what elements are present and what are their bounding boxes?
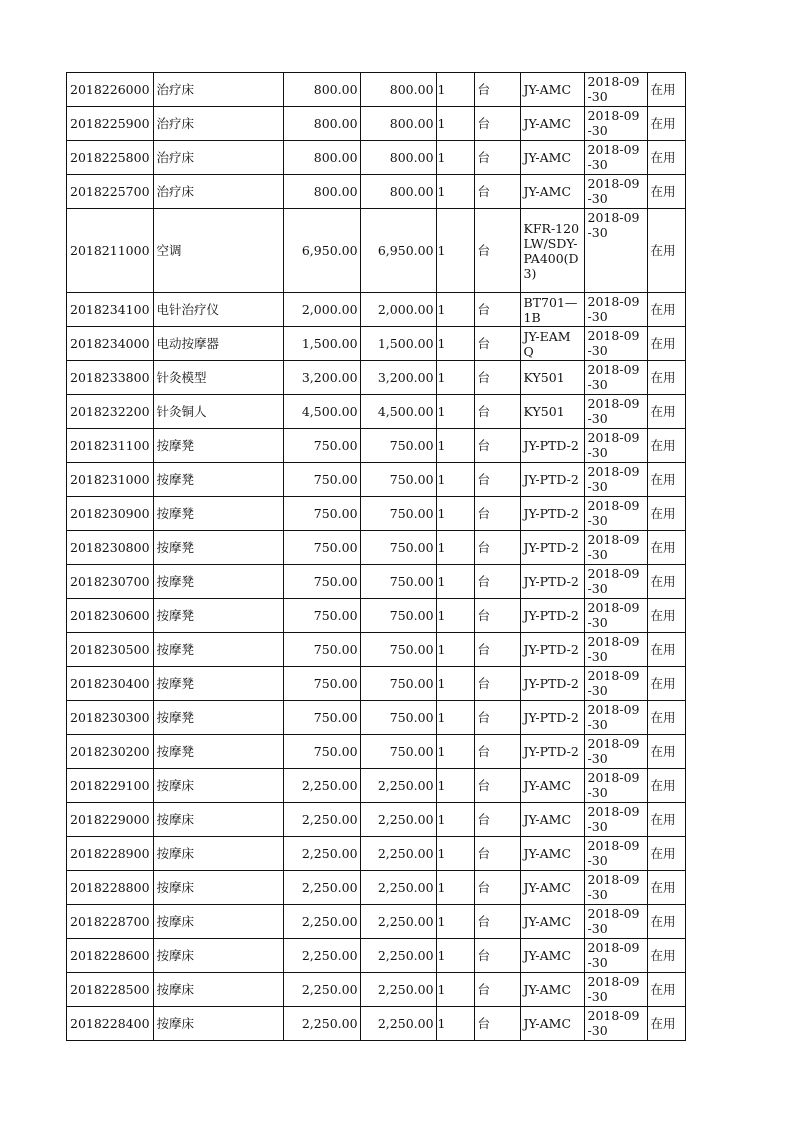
asset-name-cell: 按摩凳 xyxy=(153,429,283,463)
table-row xyxy=(67,141,686,175)
asset-id-cell: 2018230600 xyxy=(67,599,154,633)
date-cell: 2018-09-30 xyxy=(584,973,647,1007)
unit-price-cell: 1,500.00 xyxy=(283,327,360,361)
table-row xyxy=(67,107,686,141)
unit-cell: 台 xyxy=(474,565,520,599)
table-row xyxy=(67,361,686,395)
unit-price-cell: 750.00 xyxy=(283,531,360,565)
model-cell: JY-AMC xyxy=(520,939,584,973)
asset-name-cell: 电动按摩器 xyxy=(153,327,283,361)
amount-cell: 800.00 xyxy=(360,107,436,141)
date-cell: 2018-09-30 xyxy=(584,905,647,939)
amount-cell: 4,500.00 xyxy=(360,395,436,429)
status-cell: 在用 xyxy=(647,293,685,327)
status-cell: 在用 xyxy=(647,175,685,209)
asset-id-cell: 2018211000 xyxy=(67,209,154,293)
date-cell: 2018-09-30 xyxy=(584,531,647,565)
asset-name-cell: 针灸模型 xyxy=(153,361,283,395)
asset-id-cell: 2018232200 xyxy=(67,395,154,429)
model-cell: KFR-120LW/SDY-PA400(D3) xyxy=(520,209,584,293)
asset-name-cell: 按摩凳 xyxy=(153,531,283,565)
model-cell: JY-AMC xyxy=(520,1007,584,1041)
amount-cell: 2,250.00 xyxy=(360,803,436,837)
table-row xyxy=(67,429,686,463)
unit-cell: 台 xyxy=(474,769,520,803)
table-row xyxy=(67,837,686,871)
date-cell: 2018-09-30 xyxy=(584,1007,647,1041)
asset-name-cell: 按摩凳 xyxy=(153,463,283,497)
unit-cell: 台 xyxy=(474,293,520,327)
asset-id-cell: 2018225700 xyxy=(67,175,154,209)
unit-cell: 台 xyxy=(474,327,520,361)
asset-name-cell: 治疗床 xyxy=(153,175,283,209)
model-cell: JY-AMC xyxy=(520,769,584,803)
quantity-cell: 1 xyxy=(436,565,474,599)
asset-name-cell: 电针治疗仪 xyxy=(153,293,283,327)
table-row xyxy=(67,803,686,837)
unit-price-cell: 800.00 xyxy=(283,107,360,141)
unit-cell: 台 xyxy=(474,73,520,107)
unit-price-cell: 2,250.00 xyxy=(283,905,360,939)
unit-cell: 台 xyxy=(474,735,520,769)
table-row xyxy=(67,497,686,531)
model-cell: JY-PTD-2 xyxy=(520,429,584,463)
date-cell: 2018-09-30 xyxy=(584,735,647,769)
asset-name-cell: 针灸铜人 xyxy=(153,395,283,429)
asset-name-cell: 按摩床 xyxy=(153,905,283,939)
model-cell: JY-PTD-2 xyxy=(520,497,584,531)
status-cell: 在用 xyxy=(647,939,685,973)
quantity-cell: 1 xyxy=(436,973,474,1007)
status-cell: 在用 xyxy=(647,599,685,633)
model-cell: JY-AMC xyxy=(520,73,584,107)
asset-name-cell: 按摩床 xyxy=(153,973,283,1007)
unit-cell: 台 xyxy=(474,175,520,209)
asset-id-cell: 2018230900 xyxy=(67,497,154,531)
asset-id-cell: 2018228600 xyxy=(67,939,154,973)
quantity-cell: 1 xyxy=(436,107,474,141)
model-cell: JY-EAMQ xyxy=(520,327,584,361)
date-cell: 2018-09-30 xyxy=(584,141,647,175)
unit-cell: 台 xyxy=(474,361,520,395)
asset-name-cell: 按摩床 xyxy=(153,837,283,871)
amount-cell: 750.00 xyxy=(360,565,436,599)
quantity-cell: 1 xyxy=(436,209,474,293)
amount-cell: 750.00 xyxy=(360,531,436,565)
asset-name-cell: 按摩床 xyxy=(153,871,283,905)
unit-cell: 台 xyxy=(474,599,520,633)
amount-cell: 1,500.00 xyxy=(360,327,436,361)
date-cell: 2018-09-30 xyxy=(584,107,647,141)
amount-cell: 800.00 xyxy=(360,141,436,175)
quantity-cell: 1 xyxy=(436,837,474,871)
model-cell: JY-AMC xyxy=(520,973,584,1007)
unit-cell: 台 xyxy=(474,463,520,497)
date-cell: 2018-09-30 xyxy=(584,769,647,803)
table-row xyxy=(67,633,686,667)
date-cell: 2018-09-30 xyxy=(584,175,647,209)
unit-price-cell: 6,950.00 xyxy=(283,209,360,293)
unit-price-cell: 800.00 xyxy=(283,141,360,175)
asset-name-cell: 按摩凳 xyxy=(153,667,283,701)
asset-id-cell: 2018233800 xyxy=(67,361,154,395)
quantity-cell: 1 xyxy=(436,667,474,701)
asset-name-cell: 治疗床 xyxy=(153,141,283,175)
quantity-cell: 1 xyxy=(436,361,474,395)
quantity-cell: 1 xyxy=(436,327,474,361)
asset-id-cell: 2018230500 xyxy=(67,633,154,667)
unit-price-cell: 750.00 xyxy=(283,599,360,633)
status-cell: 在用 xyxy=(647,141,685,175)
unit-price-cell: 750.00 xyxy=(283,701,360,735)
unit-cell: 台 xyxy=(474,497,520,531)
status-cell: 在用 xyxy=(647,1007,685,1041)
unit-cell: 台 xyxy=(474,633,520,667)
unit-price-cell: 2,250.00 xyxy=(283,837,360,871)
quantity-cell: 1 xyxy=(436,599,474,633)
quantity-cell: 1 xyxy=(436,429,474,463)
status-cell: 在用 xyxy=(647,803,685,837)
quantity-cell: 1 xyxy=(436,1007,474,1041)
asset-id-cell: 2018228800 xyxy=(67,871,154,905)
unit-price-cell: 750.00 xyxy=(283,429,360,463)
amount-cell: 750.00 xyxy=(360,497,436,531)
amount-cell: 2,250.00 xyxy=(360,769,436,803)
unit-price-cell: 750.00 xyxy=(283,667,360,701)
status-cell: 在用 xyxy=(647,361,685,395)
model-cell: JY-PTD-2 xyxy=(520,667,584,701)
table-row xyxy=(67,565,686,599)
amount-cell: 2,250.00 xyxy=(360,1007,436,1041)
model-cell: JY-AMC xyxy=(520,837,584,871)
unit-price-cell: 750.00 xyxy=(283,497,360,531)
asset-id-cell: 2018225900 xyxy=(67,107,154,141)
unit-cell: 台 xyxy=(474,429,520,463)
amount-cell: 2,250.00 xyxy=(360,905,436,939)
model-cell: BT701—1B xyxy=(520,293,584,327)
date-cell: 2018-09-30 xyxy=(584,701,647,735)
table-row xyxy=(67,1007,686,1041)
asset-id-cell: 2018230400 xyxy=(67,667,154,701)
asset-id-cell: 2018230700 xyxy=(67,565,154,599)
asset-name-cell: 按摩凳 xyxy=(153,599,283,633)
unit-cell: 台 xyxy=(474,939,520,973)
asset-name-cell: 空调 xyxy=(153,209,283,293)
amount-cell: 750.00 xyxy=(360,735,436,769)
quantity-cell: 1 xyxy=(436,293,474,327)
unit-cell: 台 xyxy=(474,667,520,701)
quantity-cell: 1 xyxy=(436,141,474,175)
model-cell: JY-AMC xyxy=(520,871,584,905)
amount-cell: 2,250.00 xyxy=(360,837,436,871)
unit-price-cell: 2,250.00 xyxy=(283,973,360,1007)
quantity-cell: 1 xyxy=(436,395,474,429)
asset-name-cell: 按摩凳 xyxy=(153,497,283,531)
table-row xyxy=(67,175,686,209)
table-row xyxy=(67,973,686,1007)
status-cell: 在用 xyxy=(647,209,685,293)
unit-cell: 台 xyxy=(474,837,520,871)
asset-id-cell: 2018234100 xyxy=(67,293,154,327)
asset-table xyxy=(66,72,686,1041)
model-cell: JY-PTD-2 xyxy=(520,463,584,497)
model-cell: KY501 xyxy=(520,395,584,429)
amount-cell: 750.00 xyxy=(360,599,436,633)
amount-cell: 750.00 xyxy=(360,463,436,497)
date-cell: 2018-09-30 xyxy=(584,293,647,327)
table-row xyxy=(67,667,686,701)
date-cell: 2018-09-30 xyxy=(584,463,647,497)
asset-id-cell: 2018234000 xyxy=(67,327,154,361)
asset-id-cell: 2018231000 xyxy=(67,463,154,497)
model-cell: JY-PTD-2 xyxy=(520,599,584,633)
model-cell: JY-AMC xyxy=(520,905,584,939)
status-cell: 在用 xyxy=(647,973,685,1007)
unit-cell: 台 xyxy=(474,395,520,429)
asset-id-cell: 2018230300 xyxy=(67,701,154,735)
model-cell: JY-PTD-2 xyxy=(520,633,584,667)
asset-name-cell: 按摩凳 xyxy=(153,633,283,667)
unit-cell: 台 xyxy=(474,871,520,905)
date-cell: 2018-09-30 xyxy=(584,803,647,837)
amount-cell: 6,950.00 xyxy=(360,209,436,293)
asset-id-cell: 2018230200 xyxy=(67,735,154,769)
model-cell: JY-PTD-2 xyxy=(520,531,584,565)
table-row xyxy=(67,939,686,973)
unit-price-cell: 2,000.00 xyxy=(283,293,360,327)
status-cell: 在用 xyxy=(647,463,685,497)
amount-cell: 750.00 xyxy=(360,633,436,667)
model-cell: JY-AMC xyxy=(520,175,584,209)
asset-id-cell: 2018231100 xyxy=(67,429,154,463)
date-cell: 2018-09-30 xyxy=(584,327,647,361)
unit-cell: 台 xyxy=(474,107,520,141)
status-cell: 在用 xyxy=(647,769,685,803)
status-cell: 在用 xyxy=(647,905,685,939)
status-cell: 在用 xyxy=(647,667,685,701)
status-cell: 在用 xyxy=(647,395,685,429)
unit-cell: 台 xyxy=(474,905,520,939)
unit-price-cell: 800.00 xyxy=(283,175,360,209)
unit-cell: 台 xyxy=(474,209,520,293)
unit-price-cell: 4,500.00 xyxy=(283,395,360,429)
table-row xyxy=(67,395,686,429)
asset-name-cell: 按摩床 xyxy=(153,803,283,837)
status-cell: 在用 xyxy=(647,429,685,463)
date-cell: 2018-09-30 xyxy=(584,633,647,667)
date-cell: 2018-09-30 xyxy=(584,667,647,701)
quantity-cell: 1 xyxy=(436,73,474,107)
status-cell: 在用 xyxy=(647,531,685,565)
asset-name-cell: 治疗床 xyxy=(153,73,283,107)
amount-cell: 750.00 xyxy=(360,429,436,463)
date-cell: 2018-09-30 xyxy=(584,395,647,429)
status-cell: 在用 xyxy=(647,735,685,769)
date-cell: 2018-09-30 xyxy=(584,361,647,395)
model-cell: JY-PTD-2 xyxy=(520,565,584,599)
table-row xyxy=(67,701,686,735)
amount-cell: 750.00 xyxy=(360,701,436,735)
model-cell: KY501 xyxy=(520,361,584,395)
asset-id-cell: 2018228400 xyxy=(67,1007,154,1041)
table-row xyxy=(67,293,686,327)
unit-price-cell: 2,250.00 xyxy=(283,871,360,905)
quantity-cell: 1 xyxy=(436,803,474,837)
unit-price-cell: 800.00 xyxy=(283,73,360,107)
status-cell: 在用 xyxy=(647,633,685,667)
unit-price-cell: 2,250.00 xyxy=(283,1007,360,1041)
date-cell: 2018-09-30 xyxy=(584,429,647,463)
asset-name-cell: 按摩凳 xyxy=(153,565,283,599)
quantity-cell: 1 xyxy=(436,463,474,497)
unit-price-cell: 2,250.00 xyxy=(283,769,360,803)
unit-cell: 台 xyxy=(474,973,520,1007)
quantity-cell: 1 xyxy=(436,531,474,565)
unit-price-cell: 2,250.00 xyxy=(283,939,360,973)
asset-name-cell: 按摩凳 xyxy=(153,735,283,769)
date-cell: 2018-09-30 xyxy=(584,871,647,905)
model-cell: JY-AMC xyxy=(520,107,584,141)
table-row xyxy=(67,73,686,107)
amount-cell: 2,000.00 xyxy=(360,293,436,327)
unit-cell: 台 xyxy=(474,701,520,735)
table-row xyxy=(67,769,686,803)
unit-price-cell: 3,200.00 xyxy=(283,361,360,395)
status-cell: 在用 xyxy=(647,871,685,905)
asset-id-cell: 2018225800 xyxy=(67,141,154,175)
status-cell: 在用 xyxy=(647,565,685,599)
unit-cell: 台 xyxy=(474,141,520,175)
table-row xyxy=(67,209,686,293)
asset-id-cell: 2018229100 xyxy=(67,769,154,803)
amount-cell: 2,250.00 xyxy=(360,871,436,905)
asset-id-cell: 2018228700 xyxy=(67,905,154,939)
amount-cell: 2,250.00 xyxy=(360,939,436,973)
status-cell: 在用 xyxy=(647,497,685,531)
amount-cell: 2,250.00 xyxy=(360,973,436,1007)
asset-name-cell: 按摩床 xyxy=(153,1007,283,1041)
asset-id-cell: 2018230800 xyxy=(67,531,154,565)
unit-price-cell: 750.00 xyxy=(283,463,360,497)
unit-price-cell: 750.00 xyxy=(283,565,360,599)
asset-name-cell: 按摩凳 xyxy=(153,701,283,735)
amount-cell: 800.00 xyxy=(360,73,436,107)
status-cell: 在用 xyxy=(647,327,685,361)
asset-id-cell: 2018228900 xyxy=(67,837,154,871)
date-cell: 2018-09-30 xyxy=(584,939,647,973)
asset-id-cell: 2018226000 xyxy=(67,73,154,107)
date-cell: 2018-09-30 xyxy=(584,209,647,293)
unit-cell: 台 xyxy=(474,1007,520,1041)
table-row xyxy=(67,531,686,565)
status-cell: 在用 xyxy=(647,701,685,735)
quantity-cell: 1 xyxy=(436,497,474,531)
unit-cell: 台 xyxy=(474,531,520,565)
asset-name-cell: 按摩床 xyxy=(153,769,283,803)
model-cell: JY-PTD-2 xyxy=(520,701,584,735)
model-cell: JY-PTD-2 xyxy=(520,735,584,769)
asset-id-cell: 2018229000 xyxy=(67,803,154,837)
quantity-cell: 1 xyxy=(436,939,474,973)
status-cell: 在用 xyxy=(647,107,685,141)
quantity-cell: 1 xyxy=(436,735,474,769)
date-cell: 2018-09-30 xyxy=(584,837,647,871)
amount-cell: 3,200.00 xyxy=(360,361,436,395)
table-row xyxy=(67,905,686,939)
asset-id-cell: 2018228500 xyxy=(67,973,154,1007)
model-cell: JY-AMC xyxy=(520,803,584,837)
quantity-cell: 1 xyxy=(436,633,474,667)
amount-cell: 800.00 xyxy=(360,175,436,209)
quantity-cell: 1 xyxy=(436,905,474,939)
unit-price-cell: 2,250.00 xyxy=(283,803,360,837)
date-cell: 2018-09-30 xyxy=(584,73,647,107)
table-row xyxy=(67,463,686,497)
model-cell: JY-AMC xyxy=(520,141,584,175)
quantity-cell: 1 xyxy=(436,871,474,905)
unit-price-cell: 750.00 xyxy=(283,735,360,769)
asset-name-cell: 治疗床 xyxy=(153,107,283,141)
status-cell: 在用 xyxy=(647,73,685,107)
asset-name-cell: 按摩床 xyxy=(153,939,283,973)
date-cell: 2018-09-30 xyxy=(584,497,647,531)
status-cell: 在用 xyxy=(647,837,685,871)
date-cell: 2018-09-30 xyxy=(584,599,647,633)
unit-cell: 台 xyxy=(474,803,520,837)
quantity-cell: 1 xyxy=(436,769,474,803)
table-row xyxy=(67,327,686,361)
date-cell: 2018-09-30 xyxy=(584,565,647,599)
table-row xyxy=(67,871,686,905)
unit-price-cell: 750.00 xyxy=(283,633,360,667)
amount-cell: 750.00 xyxy=(360,667,436,701)
table-row xyxy=(67,599,686,633)
quantity-cell: 1 xyxy=(436,701,474,735)
quantity-cell: 1 xyxy=(436,175,474,209)
table-row xyxy=(67,735,686,769)
